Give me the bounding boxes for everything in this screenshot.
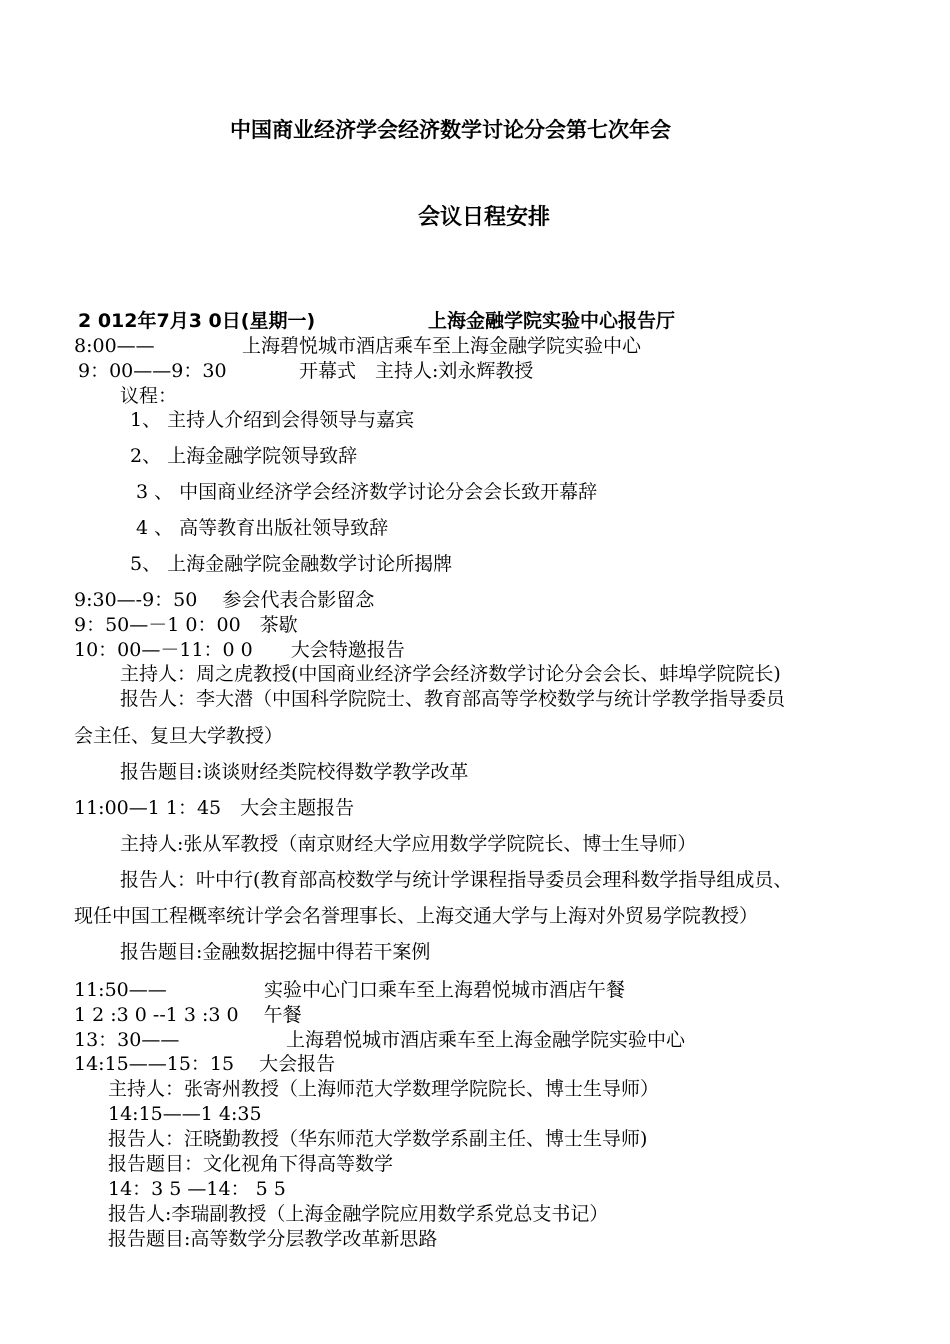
day-venue: 上海金融学院实验中心报告厅 xyxy=(428,310,676,332)
item-text: 上海碧悦城市酒店乘车至上海金融学院实验中心 xyxy=(242,335,642,357)
schedule-line: 主持人：周之虎教授(中国商业经济学会经济数学讨论分会会长、蚌埠学院院长) xyxy=(120,663,781,685)
item-text: 上海碧悦城市酒店乘车至上海金融学院实验中心 xyxy=(286,1029,686,1051)
schedule-line: 9:30—-9：50 参会代表合影留念 xyxy=(74,589,375,611)
schedule-line: 1 2 :3 0 --1 3 :3 0 午餐 xyxy=(74,1004,302,1026)
schedule-line: 报告题目:金融数据挖掘中得若干案例 xyxy=(120,941,431,963)
agenda-item: 3 、 中国商业经济学会经济数学讨论分会会长致开幕辞 xyxy=(136,481,598,503)
item-time: 11:50—— xyxy=(74,979,167,1001)
schedule-line: 9：50—－1 0：00 茶歇 xyxy=(74,614,298,636)
agenda-item: 1、 主持人介绍到会得领导与嘉宾 xyxy=(130,409,415,431)
schedule-line: 现任中国工程概率统计学会名誉理事长、上海交通大学与上海对外贸易学院教授） xyxy=(74,905,759,927)
schedule-line: 主持人:张从军教授（南京财经大学应用数学学院院长、博士生导师） xyxy=(120,833,697,855)
schedule-line: 报告人:李瑞副教授（上海金融学院应用数学系党总支书记） xyxy=(108,1203,609,1225)
schedule-line: 报告人：汪晓勤教授（华东师范大学数学系副主任、博士生导师) xyxy=(108,1128,648,1150)
agenda-item: 5、 上海金融学院金融数学讨论所揭牌 xyxy=(130,553,453,575)
schedule-line: 报告题目：文化视角下得高等数学 xyxy=(108,1153,394,1175)
schedule-line: 主持人：张寄州教授（上海师范大学数理学院院长、博士生导师） xyxy=(108,1078,660,1100)
item-text: 实验中心门口乘车至上海碧悦城市酒店午餐 xyxy=(264,979,626,1001)
agenda-label: 议程： xyxy=(120,385,178,407)
item-text: 开幕式 主持人:刘永辉教授 xyxy=(299,360,534,382)
item-time: 13：30—— xyxy=(74,1029,180,1051)
schedule-line: 10：00—－11：0 0 大会特邀报告 xyxy=(74,639,405,661)
item-time: 9：00——9：30 xyxy=(78,360,227,382)
agenda-item: 2、 上海金融学院领导致辞 xyxy=(130,445,358,467)
item-time: 8:00—— xyxy=(74,335,155,357)
document-title: 中国商业经济学会经济数学讨论分会第七次年会 xyxy=(230,118,671,142)
schedule-line: 14:15——1 4:35 xyxy=(108,1103,262,1125)
schedule-line: 11:00—1 1：45 大会主题报告 xyxy=(74,797,355,819)
schedule-line: 报告题目:谈谈财经类院校得数学教学改革 xyxy=(120,761,469,783)
day-date: 2 012年7月3 0日(星期一) xyxy=(78,310,316,332)
schedule-subtitle: 会议日程安排 xyxy=(418,205,551,230)
schedule-line: 14：3 5 —14： 5 5 xyxy=(108,1178,286,1200)
schedule-line: 报告题目:高等数学分层教学改革新思路 xyxy=(108,1228,438,1250)
schedule-line: 14:15——15：15 大会报告 xyxy=(74,1053,336,1075)
schedule-line: 报告人：叶中行(教育部高校数学与统计学课程指导委员会理科数学指导组成员、 xyxy=(120,869,793,891)
agenda-item: 4 、 高等教育出版社领导致辞 xyxy=(136,517,389,539)
schedule-line: 会主任、复旦大学教授） xyxy=(74,725,284,747)
schedule-line: 报告人：李大潜（中国科学院院士、教育部高等学校数学与统计学教学指导委员 xyxy=(120,688,786,710)
